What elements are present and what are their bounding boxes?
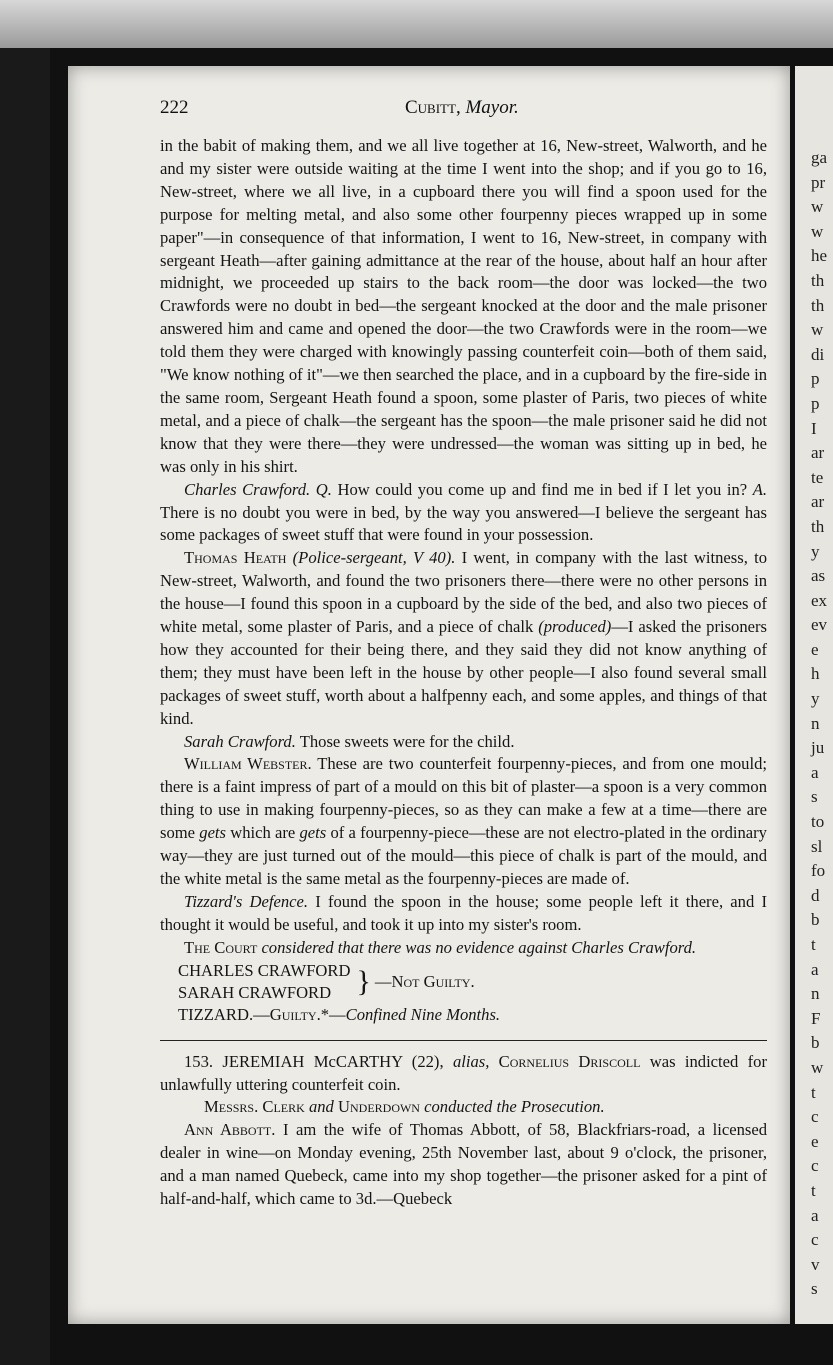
testimony-ann-abbott: Ann Abbott. I am the wife of Thomas Abbott, of 58, Blackfriars-road, a licensed dealer in wine—on Monday evening, 25th November last, about 9 o'clock, the prisoner, and a man named Quebeck, came into my shop together—the prisoner asked for a pint of half-and-half, which came to 3d.—Quebeck [160,1120,767,1209]
adjacent-page-fragment: th [811,295,825,315]
adjacent-page-fragment: w [811,320,824,340]
adjacent-page-fragment: c [811,1230,819,1250]
adjacent-page-fragment: d [811,885,820,905]
adjacent-page-fragment: w [811,221,824,241]
adjacent-page-fragment: as [811,566,826,586]
testimony-william-webster: William Webster. These are two counterfeit fourpenny-pieces, and from one mould; there is a faint impress of part of a mould on this bit of plaster—a spoon is a very common thing to use in making fourpenny-pieces, so as they can make a few at a time—there are some gets which are gets of a fourpenny-piece—these are not electro-plated in the ordinary way—they are just turned out of the mould—this piece of chalk is part of the mould, and the white metal is the same metal as the fourpenny-pieces are made of. [160,754,767,888]
adjacent-page-fragment: y [811,689,820,709]
brace-glyph: } [356,964,371,998]
case-153-heading: 153. JEREMIAH McCARTHY (22), alias, Cornelius Driscoll was indicted for unlawfully uttering counterfeit coin. [160,1051,767,1094]
page-number: 222 [160,97,189,118]
adjacent-page-fragment: ju [811,738,825,758]
adjacent-page-fragment: fo [811,861,826,881]
adjacent-page-fragment: ev [811,615,828,635]
adjacent-page-fragment: b [811,910,820,930]
section-divider [160,1040,767,1041]
adjacent-page-fragment: c [811,1156,819,1176]
adjacent-page-fragment: t [811,935,816,954]
adjacent-page-fragment: b [811,1033,820,1053]
adjacent-page-fragment: I [811,418,817,438]
adjacent-page-fragment: F [811,1008,821,1028]
adjacent-page-fragment: a [811,1205,819,1225]
adjacent-page-fragment: t [811,1180,816,1200]
adjacent-page-fragment: s [811,787,818,807]
adjacent-page-fragment: th [811,270,825,290]
prosecution-counsel: Messrs. Clerk and Underdown conducted the Prosecution. [204,1097,605,1117]
adjacent-page-fragment: p [811,393,820,413]
not-guilty-verdict: —Not Guilty. [374,971,475,991]
adjacent-page-fragment: sl [811,836,823,856]
cross-examination-charles: Charles Crawford. Q. How could you come up and find me in bed if I let you in? A. There is no doubt you were in bed, by the way you answered—I believe the sergeant has some packages of sweet stuff that were found in your possession. [160,479,767,545]
scan-top-margin [0,0,833,48]
page-body [160,135,767,1211]
adjacent-page-fragment: w [811,1057,824,1077]
adjacent-page-fragment: w [811,197,824,217]
adjacent-page-fragment: v [811,1254,820,1274]
adjacent-page-fragment: e [811,639,819,659]
adjacent-page-fragment: s [811,1279,818,1299]
adjacent-page-fragment: ar [811,443,825,463]
adjacent-page-fragment: di [811,344,825,364]
verdict-block [178,960,767,1026]
statement-sarah-crawford: Sarah Crawford. Those sweets were for the child. [184,731,515,751]
adjacent-page-fragment: y [811,541,820,561]
court-ruling: The Court considered that there was no evidence against Charles Crawford. [184,937,697,957]
adjacent-page-fragment: ga [811,148,828,167]
adjacent-page-fragment: n [811,984,820,1004]
adjacent-page-edge [795,66,833,1324]
running-title: Cubitt, Mayor. [405,97,519,118]
adjacent-page-fragment: n [811,713,820,733]
adjacent-page-fragment: he [811,246,828,266]
testimony-thomas-heath: Thomas Heath (Police-sergeant, V 40). I went, in company with the last witness, to New-street, Walworth, and found the two prisoners there—there were no other persons in the house—I found this spoon in a cupboard by the side of the bed, and also two pieces of white metal, some plaster of Paris, and a piece of chalk (produced)—I asked the prisoners how they accounted for their being there, and they said they did not know anything of them; they must have been left in the house by other people—I also found several small packages of sweet stuff, worth about a halfpenny each, and some apples, and things of that kind. [160,548,768,728]
adjacent-page-fragment: ex [811,590,828,610]
adjacent-page-fragment: th [811,516,825,536]
adjacent-page-fragment: t [811,1082,816,1102]
adjacent-page-fragment: ar [811,492,825,512]
adjacent-page-fragment: a [811,959,819,979]
adjacent-page-fragment: pr [811,172,826,192]
adjacent-page-fragment: h [811,664,820,684]
adjacent-page-fragment: p [811,369,820,389]
verdict-tizzard: TIZZARD.—Guilty.*—Confined Nine Months. [178,1004,501,1024]
tizzard-defence: Tizzard's Defence. I found the spoon in the house; some people left it there, and I thought it would be useful, and took it up into my sister's room. [160,891,767,934]
adjacent-page-fragment: c [811,1107,819,1127]
adjacent-page-fragment: te [811,467,824,487]
testimony-continuation: in the babit of making them, and we all live together at 16, New-street, Walworth, and he and my sister were outside waiting at the time I went into the shop; and if you go to 16, New-street, where we all live, in a cupboard there you will find a spoon used for the purpose for melting metal, and also some other fourpenny pieces wrapped up in some paper"—in consequence of that information, I went to 16, New-street, in company with sergeant Heath—after gaining admittance at the rear of the house, about half an hour after midnight, we proceeded up stairs to the back room—the door was locked—the two Crawfords were no doubt in bed—the sergeant knocked at the door and the male prisoner answered him and came and opened the door—the two Crawfords were in the room—we told them they were charged with knowingly passing counterfeit coin—both of them said, "We know nothing of it"—we then searched the place, and in a cupboard by the fire-side in the same room, Sergeant Heath found a spoon, some plaster of Paris, two pieces of white metal, and a piece of chalk—the sergeant has the spoon—the male prisoner said he did not know that they were there—they were undressed—the woman was sitting up in bed, he was only in his shirt. [160,136,767,476]
adjacent-page-fragment: a [811,762,819,782]
defendant-sarah: SARAH CRAWFORD [178,982,332,1002]
defendant-charles: CHARLES CRAWFORD [178,960,351,980]
adjacent-page-fragment: e [811,1131,819,1151]
adjacent-page-fragment: to [811,812,825,832]
verdict-crawfords [178,960,767,1004]
running-header [160,97,770,123]
